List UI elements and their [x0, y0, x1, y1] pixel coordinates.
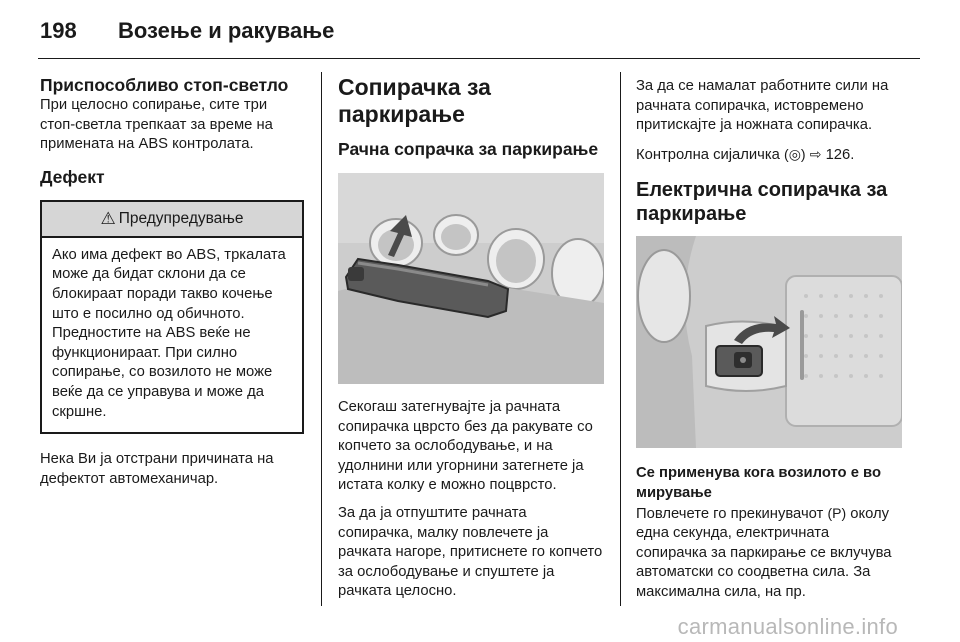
page-header [40, 18, 334, 48]
paragraph-control-light [636, 145, 900, 166]
paragraph-electric-brake [636, 504, 900, 603]
warning-title: Предупредување [118, 209, 244, 227]
paragraph: Секогаш затегнувајте ја рачната сопирачка цврсто без да ракувате со копчето за ослободување, и на удолнини или угорнини затегнете ја истата колку е можно поцврсто. [338, 399, 593, 494]
paragraph-text: околу една секунда, електричната сопирачка за паркирање се вклучува автоматски со соодветна сила. За максимална сила, на пр. [636, 505, 892, 600]
column-2 [338, 72, 604, 602]
page-title: Возење и ракување [118, 18, 335, 43]
parking-switch-icon: (P) [827, 504, 847, 521]
column-1 [40, 72, 304, 489]
column-3 [636, 72, 900, 603]
control-light-label: Контролна сијаличка [636, 146, 780, 163]
subheading-fault: Дефект [40, 166, 105, 187]
warning-box [40, 200, 304, 434]
subheading-applied-when-stationary: Се применува кога возилото е во мирување [636, 465, 881, 501]
handbrake-photo [338, 173, 604, 384]
paragraph: Нека Ви ја отстрани причината на дефектот автомеханичар. [40, 451, 274, 487]
electric-brake-illustration [636, 236, 902, 448]
section-heading-adaptive-brake-light: Приспособливо стоп-светло [40, 75, 289, 95]
brake-warning-light-icon: (◎) [784, 145, 806, 162]
column-divider [620, 72, 621, 606]
section-heading-parking-brake: Сопирачка за паркирање [338, 74, 491, 127]
header-rule [38, 58, 920, 59]
warning-triangle-icon: ⚠ [100, 208, 116, 228]
electric-brake-photo [636, 236, 902, 448]
section-heading-electric-parking-brake: Електрична сопирачка за паркирање [636, 179, 888, 226]
warning-header [42, 202, 302, 238]
paragraph: За да ја отпуштите рачната сопирачка, малку повлечете ја рачката нагоре, притиснете го копчето за ослободување и спуштете ја рачката целосно. [338, 504, 603, 600]
page-reference-arrow-icon: ⇨ [809, 145, 822, 162]
paragraph: За да се намалат работните сили на рачната сопирачка, истовремено притискајте ја ножната сопирачка. [636, 78, 889, 134]
watermark: carmanualsonline.info [677, 614, 898, 639]
page-number: 198 [40, 18, 77, 43]
warning-text: Ако има дефект во ABS, тркалата може да бидат склони да се блокираат поради такво кочење што е посилно од обичното. Предностите на ABS веќе не функционираат. При силно сопирање, со возилото не може веќе да се управува и може да скршне. [52, 246, 286, 420]
column-divider [321, 72, 322, 606]
page-reference: 126. [825, 146, 855, 163]
subheading-manual-parking-brake: Рачна сопрачка за паркирање [338, 139, 599, 159]
handbrake-illustration [338, 173, 604, 384]
paragraph-text: Повлечете го прекинувачот [636, 505, 824, 522]
paragraph: При целосно сопирање, сите три стоп-светла трепкаат за време на примената на ABS контролата. [40, 97, 273, 153]
